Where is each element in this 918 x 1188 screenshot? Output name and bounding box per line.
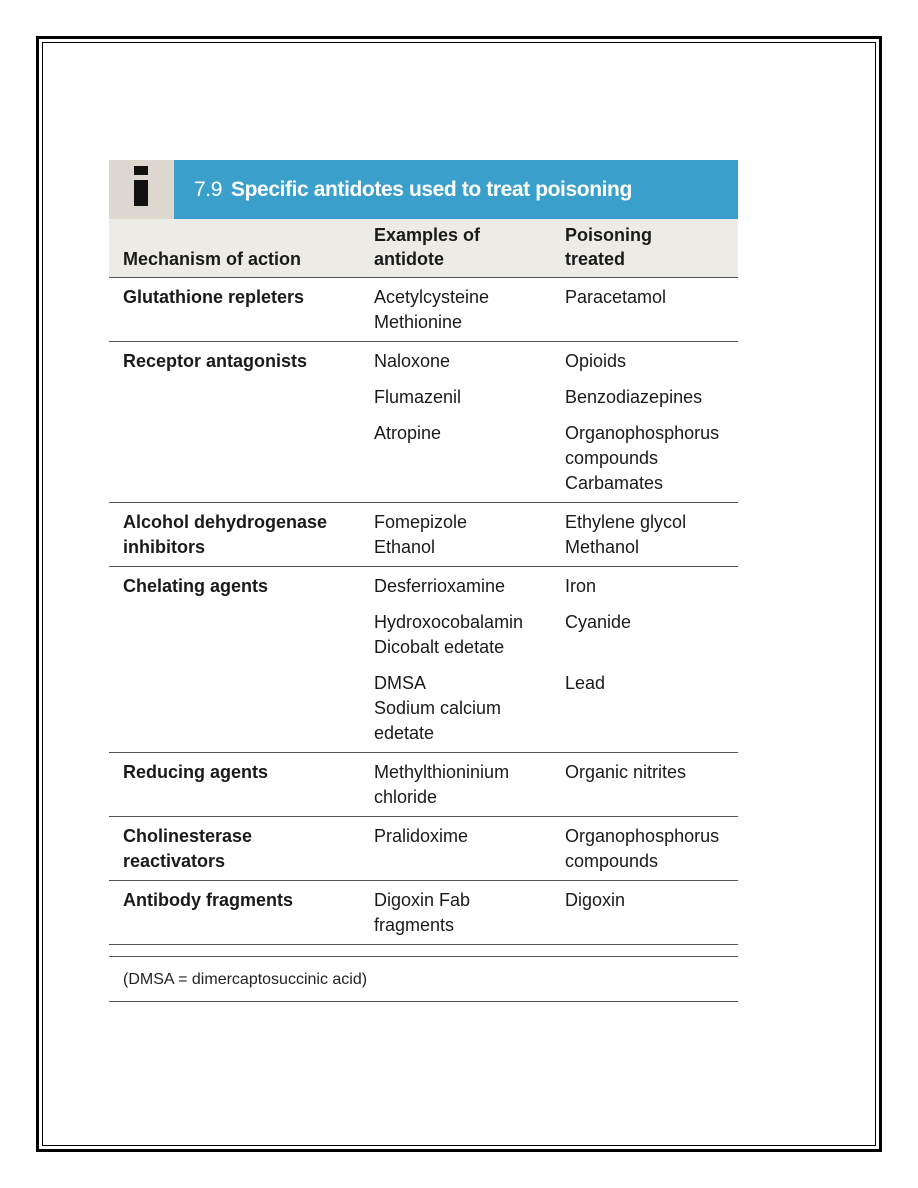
antidote-pairs: [374, 574, 738, 746]
antidote-pairs: [374, 760, 738, 810]
antidote-pairs: [374, 888, 738, 938]
mechanism-cell: Chelating agents: [123, 576, 269, 596]
column-header-row: [109, 219, 738, 278]
mechanism-cell: Reducing agents: [123, 762, 269, 782]
poisoning-cell: Iron: [565, 576, 597, 596]
info-icon: [134, 166, 148, 206]
table-title: Specific antidotes used to treat poisoning: [231, 177, 632, 201]
header-antidote: [374, 219, 565, 277]
header-antidote-label: Examples of antidote: [374, 225, 481, 269]
table-group-row: [109, 278, 738, 342]
header-poisoning-label: Poisoning treated: [565, 225, 652, 269]
poisoning-cell: Ethylene glycol Methanol: [565, 512, 687, 557]
table-group-row: [109, 753, 738, 817]
header-poisoning: [565, 219, 738, 277]
antidote-pair: [374, 510, 738, 560]
poisoning-cell: Lead: [565, 673, 606, 693]
mechanism-cell: Antibody fragments: [123, 890, 294, 910]
antidote-pairs: [374, 349, 738, 496]
antidote-pair: [374, 760, 738, 810]
poisoning-cell: Cyanide: [565, 612, 632, 632]
table-group-row: [109, 567, 738, 753]
antidotes-table-box: [109, 160, 738, 1002]
antidote-pair: [374, 385, 738, 410]
poisoning-cell: Organic nitrites: [565, 762, 687, 782]
antidote-pairs: [374, 510, 738, 560]
poisoning-cell: Digoxin: [565, 890, 626, 910]
poisoning-cell: Benzodiazepines: [565, 387, 703, 407]
header-mechanism: [109, 219, 374, 277]
antidote-pair: [374, 824, 738, 874]
antidote-cell: Hydroxocobalamin Dicobalt edetate: [374, 612, 524, 657]
table-group-row: [109, 817, 738, 881]
antidote-cell: Naloxone: [374, 351, 451, 371]
antidote-pair: [374, 610, 738, 660]
footnote: (DMSA = dimercaptosuccinic acid): [109, 956, 738, 1002]
info-tab: [109, 160, 174, 219]
mechanism-cell: Alcohol dehydrogenase inhibitors: [123, 512, 328, 557]
mechanism-cell: Cholinesterase reactivators: [123, 826, 253, 871]
antidote-cell: Methylthioninium chloride: [374, 762, 510, 807]
table-number: 7.9: [194, 177, 222, 201]
antidote-cell: Desferrioxamine: [374, 576, 506, 596]
table-title-header: [109, 160, 738, 219]
antidote-pair: [374, 888, 738, 938]
table-body: [109, 278, 738, 945]
antidote-pairs: [374, 285, 738, 335]
antidote-pair: [374, 285, 738, 335]
title-bar: [174, 160, 738, 219]
antidote-pair: [374, 421, 738, 496]
poisoning-cell: Organophosphorus compounds: [565, 826, 720, 871]
antidote-cell: DMSA Sodium calcium edetate: [374, 673, 502, 743]
poisoning-cell: Paracetamol: [565, 287, 667, 307]
poisoning-cell: Opioids: [565, 351, 627, 371]
table-group-row: [109, 503, 738, 567]
header-mechanism-label: Mechanism of action: [123, 249, 302, 269]
antidote-pair: [374, 349, 738, 374]
antidote-cell: Flumazenil: [374, 387, 462, 407]
antidote-pair: [374, 671, 738, 746]
antidote-pairs: [374, 824, 738, 874]
antidote-cell: Atropine: [374, 423, 442, 443]
antidote-pair: [374, 574, 738, 599]
mechanism-cell: Glutathione repleters: [123, 287, 305, 307]
poisoning-cell: Organophosphorus compounds Carbamates: [565, 423, 720, 493]
table-group-row: [109, 342, 738, 503]
antidote-cell: Acetylcysteine Methionine: [374, 287, 490, 332]
antidote-cell: Digoxin Fab fragments: [374, 890, 471, 935]
mechanism-cell: Receptor antagonists: [123, 351, 308, 371]
antidote-cell: Fomepizole Ethanol: [374, 512, 468, 557]
table-group-row: [109, 881, 738, 945]
antidote-cell: Pralidoxime: [374, 826, 469, 846]
